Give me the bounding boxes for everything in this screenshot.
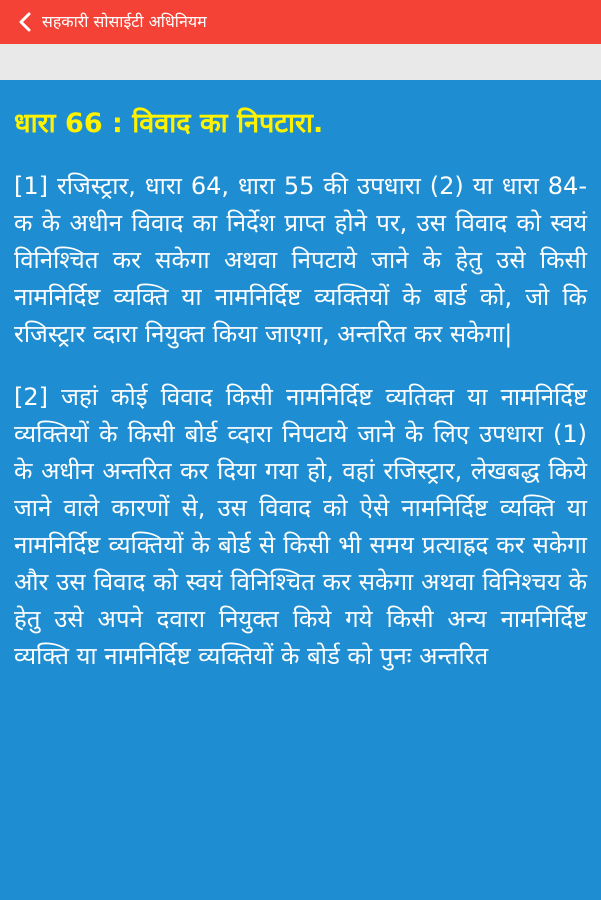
subheader-strip	[0, 44, 601, 80]
paragraph-2: [2] जहां कोई विवाद किसी नामनिर्दिष्ट व्यतिक्त या नामनिर्दिष्ट व्यक्तियों के किसी बोर्ड व्दारा निपटाये जाने के लिए उपधारा (1) के अधीन अन्तरित कर दिया गया हो, वहां रजिस्ट्रार, लेखबद्ध किये जाने वाले कारणों से, उस विवाद को ऐसे नामनिर्दिष्ट व्यक्ति या नामनिर्दिष्ट व्यक्तियों के बोर्ड से किसी भी समय प्रत्याह्रद कर सकेगा और उस विवाद को स्वयं विनिश्चित कर सकेगा अथवा विनिश्चय के हेतु उसे अपने दवारा नियुक्त किये गये किसी अन्य नामनिर्दिष्ट व्यक्ति या नामनिर्दिष्ट व्यक्तियों के बोर्ड को पुनः अन्तरित	[14, 383, 587, 670]
app-bar-title: सहकारी सोसाईटी अधिनियम	[42, 12, 207, 31]
paragraph-1: [1] रजिस्ट्रार, धारा 64, धारा 55 की उपधारा (2) या धारा 84-क के अधीन विवाद का निर्देश प्राप्त होने पर, उस विवाद को स्वयं विनिश्चित कर सकेगा अथवा निपटाये जाने के हेतु उसे किसी नामनिर्दिष्ट व्यक्ति या नामनिर्दिष्ट व्यक्तियों के बार्ड को, जो कि रजिस्ट्रार व्दारा नियुक्त किया जाएगा, अन्तरित कर सकेगा|	[14, 172, 587, 348]
content-panel[interactable]	[0, 80, 601, 900]
app-bar	[0, 0, 601, 44]
chevron-left-icon	[17, 12, 33, 32]
back-button[interactable]	[10, 0, 40, 44]
section-heading: धारा 66 : विवाद का निपटारा.	[14, 108, 324, 139]
